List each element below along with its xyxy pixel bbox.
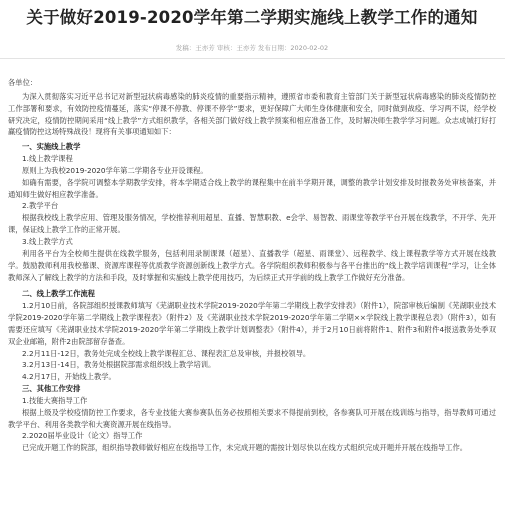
subsection-heading: 1.技能大赛指导工作 bbox=[22, 395, 88, 405]
paragraph: 根据我校线上教学应用、管理及服务情况，学校推荐利用超星、直播、智慧职教、e会学、易智教、雨课堂等教学平台开展在线教学，不开学、先开课，保证线上教学工作的正常开展。 bbox=[8, 213, 496, 235]
paragraph: 根据上级及学校疫情防控工作要求，各专业技能大赛参赛队伍务必按照相关要求不得提前到校，各参赛队可开展在线训练与指导，指导教师可通过教学平台、利用各类教学和大赛资源开展在线指导。 bbox=[8, 407, 496, 429]
paragraph: 利用各平台为全校师生提供在线教学服务，包括利用录制课课（超星）、直播教学（超星、雨课堂）、远程教学、线上课程教学等方式开展在线教学。鼓励教师利用我校慕课、资源库课程等优质教学资源创新线上教学方式。各学院组织教师积极参与各平台推出的“线上教学培训课程”学习，让全体教师深入了解线上教学的方法和手段，及时掌握和实施线上教学使用技巧，为后续正式开学前的线上教学工作做好充分准备。 bbox=[8, 248, 496, 282]
title-divider bbox=[0, 58, 505, 59]
intro-paragraph: 为深入贯彻落实习近平总书记对新型冠状病毒感染的肺炎疫情的重要指示精神，遵照省市委和教育主管部门关于新型冠状病毒感染的肺炎疫情防控工作部署和要求，有效防控疫情蔓延，落实“停课不停教、停课不停学”要求，更好保障广大师生身体健康和安全，同时做到战疫、学习两不误，经学校研究决定，疫情防控期间采用“线上教学”方式组织教学，各相关部门做好线上教学预案和相应准备工作，及时解决师生教学学习问题。众志成城打好打赢疫情防控这场特殊战役！现将有关事项通知如下： bbox=[8, 91, 496, 137]
paragraph: 已完成开题工作的院部，组织指导教师做好相应在线指导工作，未完成开题的需按计划尽快以在线方式组织完成开题并开展在线指导工作。 bbox=[22, 443, 468, 453]
article-body bbox=[8, 77, 496, 454]
subsection-heading: 2.教学平台 bbox=[22, 201, 59, 211]
page-title: 关于做好2019-2020学年第二学期实施线上教学工作的通知 bbox=[26, 8, 478, 27]
greeting: 各单位： bbox=[8, 78, 38, 87]
paragraph: 4.2月17日，开始线上教学。 bbox=[22, 372, 116, 382]
article-meta: 发稿：王亦芳 审核：王亦芳 发布日期：2020-02-02 bbox=[175, 44, 329, 52]
section-heading-2: 二、线上教学工作流程 bbox=[22, 289, 95, 299]
section-heading-3: 三、其他工作安排 bbox=[22, 384, 81, 394]
subsection-heading: 1.线上教学课程 bbox=[22, 154, 73, 164]
paragraph: 原则上为我校2019-2020学年第二学期各专业开设课程。 bbox=[22, 165, 208, 175]
paragraph: 3.2月13日-14日，教务处根据院部需求组织线上教学培训。 bbox=[22, 360, 216, 370]
paragraph: 1.2月10日前，各院部组织授课教师填写《芜湖职业技术学院2019-2020学年第二学期线上教学安排表》（附件1），院部审核后编制《芜湖职业技术学院2019-2020学年第二学期线上教学课程表》（附件2）及《芜湖职业技术学院2019-2020学年第二学期××学院线上教学课程总表》（附件3），如有需要还应填写《芜湖职业技术学院2019-2020学年第二学期线上教学计划调整表》（附件4），并于2月10日前将附件1、附件3和附件4报送教务处季双双企业邮箱，附件2由院部留存备查。 bbox=[8, 301, 496, 346]
subsection-heading: 3.线上教学方式 bbox=[22, 236, 73, 246]
subsection-heading: 2.2020届毕业设计（论文）指导工作 bbox=[22, 431, 143, 441]
section-heading-1: 一、实施线上教学 bbox=[22, 142, 81, 152]
paragraph: 如确有需要，各学院可调整本学期教学安排，将本学期适合线上教学的课程集中在前半学期开课，调整的教学计划安排及时报教务处审核备案，并通知师生做好相应教学准备。 bbox=[8, 177, 496, 199]
paragraph: 2.2月11日-12日，教务处完成全校线上教学课程汇总、课程表汇总及审核，并报校领导。 bbox=[22, 348, 311, 358]
